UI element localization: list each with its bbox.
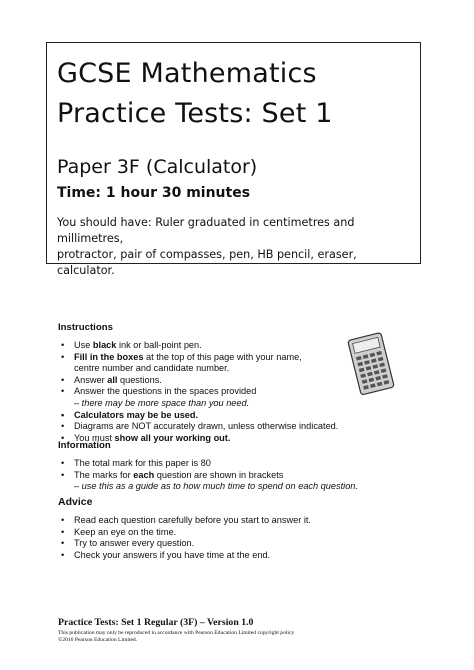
list-item-continuation: [58, 398, 338, 410]
title-box: [46, 42, 421, 277]
item-text: Try to answer every question.: [74, 538, 195, 549]
item-text: Diagrams are NOT accurately drawn, unless otherwise indicated.: [74, 421, 339, 432]
equipment-line-1: You should have: Ruler graduated in centimetres and millimetres,: [57, 216, 355, 245]
list-item: [58, 515, 311, 527]
list-item: [58, 410, 338, 422]
list-item: [58, 352, 338, 364]
item-text: – use this as a guide as to how much time to spend on each question.: [74, 481, 358, 492]
title-line-2: Practice Tests: Set 1: [57, 98, 333, 129]
footer: [58, 617, 294, 644]
calculator-icon: [340, 330, 400, 398]
footer-note: [58, 630, 294, 644]
list-item: [58, 470, 358, 482]
item-text: Use: [74, 340, 93, 350]
item-text: The marks for: [74, 469, 134, 480]
item-text: Answer: [74, 374, 108, 385]
information-section: [58, 440, 358, 493]
item-text: You must: [74, 432, 115, 443]
list-item: [58, 458, 358, 470]
list-item: [58, 421, 338, 433]
item-text: Keep an eye on the time.: [74, 526, 177, 537]
instructions-section: [58, 322, 338, 444]
item-text: centre number and candidate number.: [74, 363, 230, 374]
item-bold: Calculators may be be used.: [74, 409, 199, 420]
item-text: question are shown in brackets: [154, 469, 284, 480]
list-item: [58, 527, 311, 539]
list-item-continuation: [58, 363, 338, 375]
item-text: Answer the questions in the spaces provided: [74, 386, 257, 397]
instructions-heading: Instructions: [58, 322, 113, 333]
item-text: ink or ball-point pen.: [116, 340, 202, 350]
item-bold: each: [133, 469, 155, 480]
time-allowed: Time: 1 hour 30 minutes: [57, 185, 251, 201]
item-text: Read each question carefully before you start to answer it.: [74, 515, 311, 525]
item-bold: all: [107, 374, 118, 385]
item-text: The total mark for this paper is 80: [74, 458, 211, 468]
item-text: at the top of this page with your name,: [143, 351, 302, 362]
footer-title: Practice Tests: Set 1 Regular (3F) – Version 1.0: [58, 617, 254, 628]
copyright-note: This publication may only be reproduced in accordance with Pearson Education Limited copyright policy: [58, 630, 295, 636]
item-bold: show all your working out.: [114, 432, 231, 443]
list-item: [58, 538, 311, 550]
list-item: [58, 375, 338, 387]
list-item: [58, 340, 338, 352]
copyright-line: ©2016 Pearson Education Limited.: [58, 637, 138, 643]
list-item: [58, 386, 338, 398]
information-heading: Information: [58, 440, 111, 451]
instructions-list: [58, 340, 338, 444]
advice-list: [58, 515, 311, 561]
item-text: questions.: [117, 374, 162, 385]
item-text: Check your answers if you have time at the end.: [74, 549, 271, 560]
title-line-1: GCSE Mathematics: [57, 58, 317, 89]
equipment-line-2: protractor, pair of compasses, pen, HB pencil, eraser, calculator.: [57, 248, 357, 277]
item-bold: black: [92, 340, 117, 350]
item-text: – there may be more space than you need.: [74, 397, 250, 408]
advice-section: [58, 496, 311, 561]
equipment-text: [57, 215, 410, 279]
paper-title: Paper 3F (Calculator): [57, 156, 258, 178]
list-item-continuation: [58, 481, 358, 493]
item-bold: Fill in the boxes: [74, 351, 144, 362]
list-item: [58, 550, 311, 562]
information-list: [58, 458, 358, 493]
advice-heading: Advice: [58, 496, 93, 508]
